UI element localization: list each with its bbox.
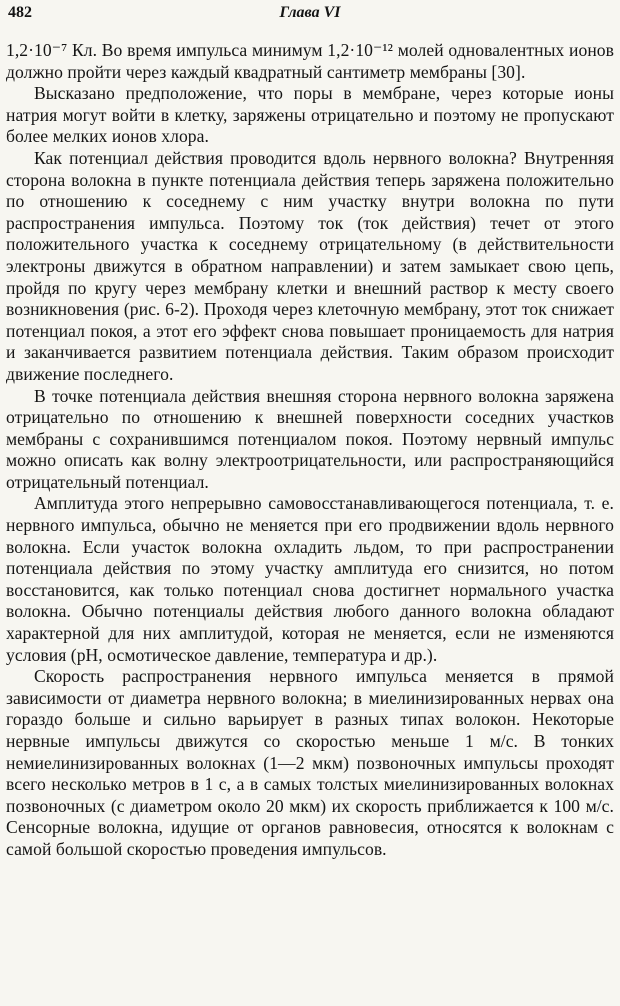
page-number: 482 [8,4,32,21]
chapter-running-head: Глава VI [279,4,341,21]
paragraph: 1,2·10⁻⁷ Кл. Во время импульса минимум 1,2·10⁻¹² молей одновалентных ионов должно пройти через каждый квадратный сантиметр мембраны [30]. [6,40,614,82]
page-header [6,0,614,40]
paragraph: В точке потенциала действия внешняя сторона нервного волокна заряжена отрицательно по отношению к внешней поверхности соседних участков мембраны с сохранившимся потенциалом покоя. Поэтому нервный импульс можно описать как волну электроотрицательности, или распространяющийся отрицательный потенциал. [6,385,614,492]
paragraph: Как потенциал действия проводится вдоль нервного волокна? Внутренняя сторона волокна в пункте потенциала действия теперь заряжена положительно по отношению к соседнему с ним участку внутри волокна по пути распространения импульса. Поэтому ток (ток действия) течет от этого положительного участка к соседнему отрицательному (в действительности электроны движутся в обратном направлении) и затем замыкает свою цепь, пройдя по кругу через мембрану клетки и внешний раствор к месту своего возникновения (рис. 6-2). Проходя через клеточную мембрану, этот ток снижает потенциал покоя, а этот его эффект снова повышает проницаемость для натрия и заканчивается развитием потенциала действия. Таким образом происходит движение последнего. [6,147,614,384]
paragraph: Амплитуда этого непрерывно самовосстанавливающегося потенциала, т. е. нервного импульса, обычно не меняется при его продвижении вдоль нервного волокна. Если участок волокна охладить льдом, то при распространении потенциала действия по этому участку амплитуда его снизится, но потом восстановится, как только потенциал снова достигнет нормального участка волокна. Обычно потенциалы действия любого данного волокна обладают характерной для них амплитудой, которая не меняется, если не изменяются условия (pH, осмотическое давление, температура и др.). [6,493,614,665]
body-text [6,40,614,861]
paragraph: Высказано предположение, что поры в мембране, через которые ионы натрия могут войти в клетку, заряжены отрицательно и поэтому не пропускают более мелких ионов хлора. [6,83,614,147]
paragraph: Скорость распространения нервного импульса меняется в прямой зависимости от диаметра нервного волокна; в миелинизированных нервах она гораздо больше и сильно варьирует в разных типах волокон. Некоторые нервные импульсы движутся со скоростью меньше 1 м/с. В тонких немиелинизированных волокнах (1—2 мкм) позвоночных импульсы проходят всего несколько метров в 1 с, а в самых толстых миелинизированных волокнах позвоночных (с диаметром около 20 мкм) их скорость приближается к 100 м/с. Сенсорные волокна, идущие от органов равновесия, относятся к волокнам с самой большой скоростью проведения импульсов. [6,666,614,859]
